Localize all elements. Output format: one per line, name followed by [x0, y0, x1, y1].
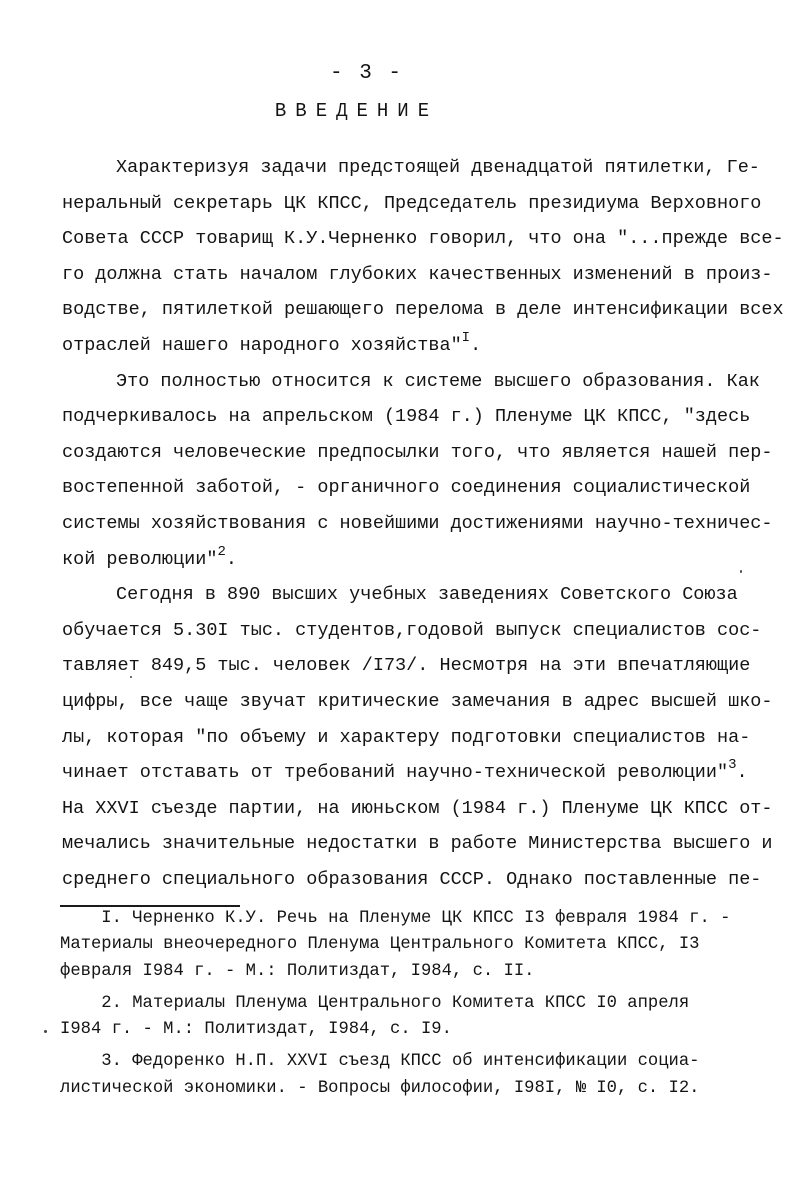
- text-line: цифры, все чаще звучат критические замечания в адрес высшей шко-: [62, 690, 773, 712]
- footnotes: [60, 906, 780, 1102]
- footnote-ref-2: 2: [217, 543, 226, 560]
- text-line: неральный секретарь ЦК КПСС, Председатель президиума Верховного: [62, 192, 762, 214]
- text-fragment: .: [736, 762, 748, 784]
- text-line: [62, 755, 762, 791]
- footnote-line: 2. Материалы Пленума Центрального Комитета КПСС I0 апреля: [60, 993, 690, 1013]
- text-fragment: .: [225, 548, 237, 570]
- text-line: Характеризуя задачи предстоящей двенадцатой пятилетки, Ге-: [116, 157, 760, 178]
- text-line: среднего специального образования СССР. Однако поставленные пе-: [62, 868, 762, 890]
- text-line: Сегодня в 890 высших учебных заведениях Советского Союза: [116, 584, 738, 606]
- footnote-line: 3. Федоренко Н.П. XXVI съезд КПСС об интенсификации социа-: [60, 1052, 700, 1072]
- body-text: [62, 150, 784, 897]
- text-fragment: кой революции": [62, 548, 218, 570]
- footnote-2: [60, 991, 780, 1044]
- text-line: востепенной заботой, - органичного соединения социалистической: [62, 477, 751, 499]
- text-line: тавляет 849,5 тыс. человек /I73/. Несмотря на эти впечатляющие: [62, 655, 751, 677]
- scan-speck: [130, 676, 132, 678]
- text-line: На XXVI съезде партии, на июньском (1984 г.) Пленуме ЦК КПСС от-: [62, 797, 773, 819]
- text-fragment: .: [470, 334, 482, 356]
- footnote-line: I. Черненко К.У. Речь на Пленуме ЦК КПСС I3 февраля 1984 г. -: [60, 909, 731, 928]
- footnote-1: [60, 906, 780, 985]
- text-line: [62, 328, 762, 364]
- footnote-ref-3: 3: [728, 757, 737, 774]
- footnote-line: I984 г. - М.: Политиздат, I984, с. I9.: [60, 1020, 452, 1040]
- text-line: подчеркивалось на апрельском (1984 г.) Пленуме ЦК КПСС, "здесь: [62, 406, 751, 428]
- text-line: водстве, пятилеткой решающего перелома в деле интенсификации всех: [62, 299, 784, 321]
- text-line: создаются человеческие предпосылки того, что является нашей пер-: [62, 441, 773, 463]
- page-title: ВВЕДЕНИЕ: [274, 100, 439, 122]
- text-line: лы, которая "по объему и характеру подготовки специалистов на-: [62, 726, 751, 748]
- text-line: Это полностью относится к системе высшего образования. Как: [116, 370, 760, 392]
- text-line: обучается 5.30I тыс. студентов,годовой выпуск специалистов сос-: [62, 619, 762, 641]
- text-line: [62, 542, 762, 578]
- text-line: мечались значительные недостатки в работе Министерства высшего и: [62, 833, 773, 855]
- footnote-line: Материалы внеочередного Пленума Центрального Комитета КПСС, I3: [60, 935, 700, 955]
- text-fragment: чинает отставать от требований научно-технической революции": [62, 762, 729, 784]
- text-line: го должна стать началом глубоких качественных изменений в произ-: [62, 263, 773, 285]
- scan-speck: [44, 1030, 47, 1033]
- text-fragment: отраслей нашего народного хозяйства": [62, 334, 462, 356]
- page-number: - 3 -: [329, 62, 403, 85]
- text-line: системы хозяйствования с новейшими достижениями научно-техничес-: [62, 512, 773, 534]
- footnote-line: февраля I984 г. - М.: Политиздат, I984, с. II.: [60, 961, 535, 981]
- scan-speck: [740, 570, 742, 573]
- text-line: Совета СССР товарищ К.У.Черненко говорил, что она "...прежде все-: [62, 228, 784, 250]
- footnote-ref-1: I: [461, 329, 471, 346]
- footnote-line: листической экономики. - Вопросы философии, I98I, № I0, с. I2.: [60, 1078, 700, 1098]
- footnote-3: [60, 1049, 780, 1102]
